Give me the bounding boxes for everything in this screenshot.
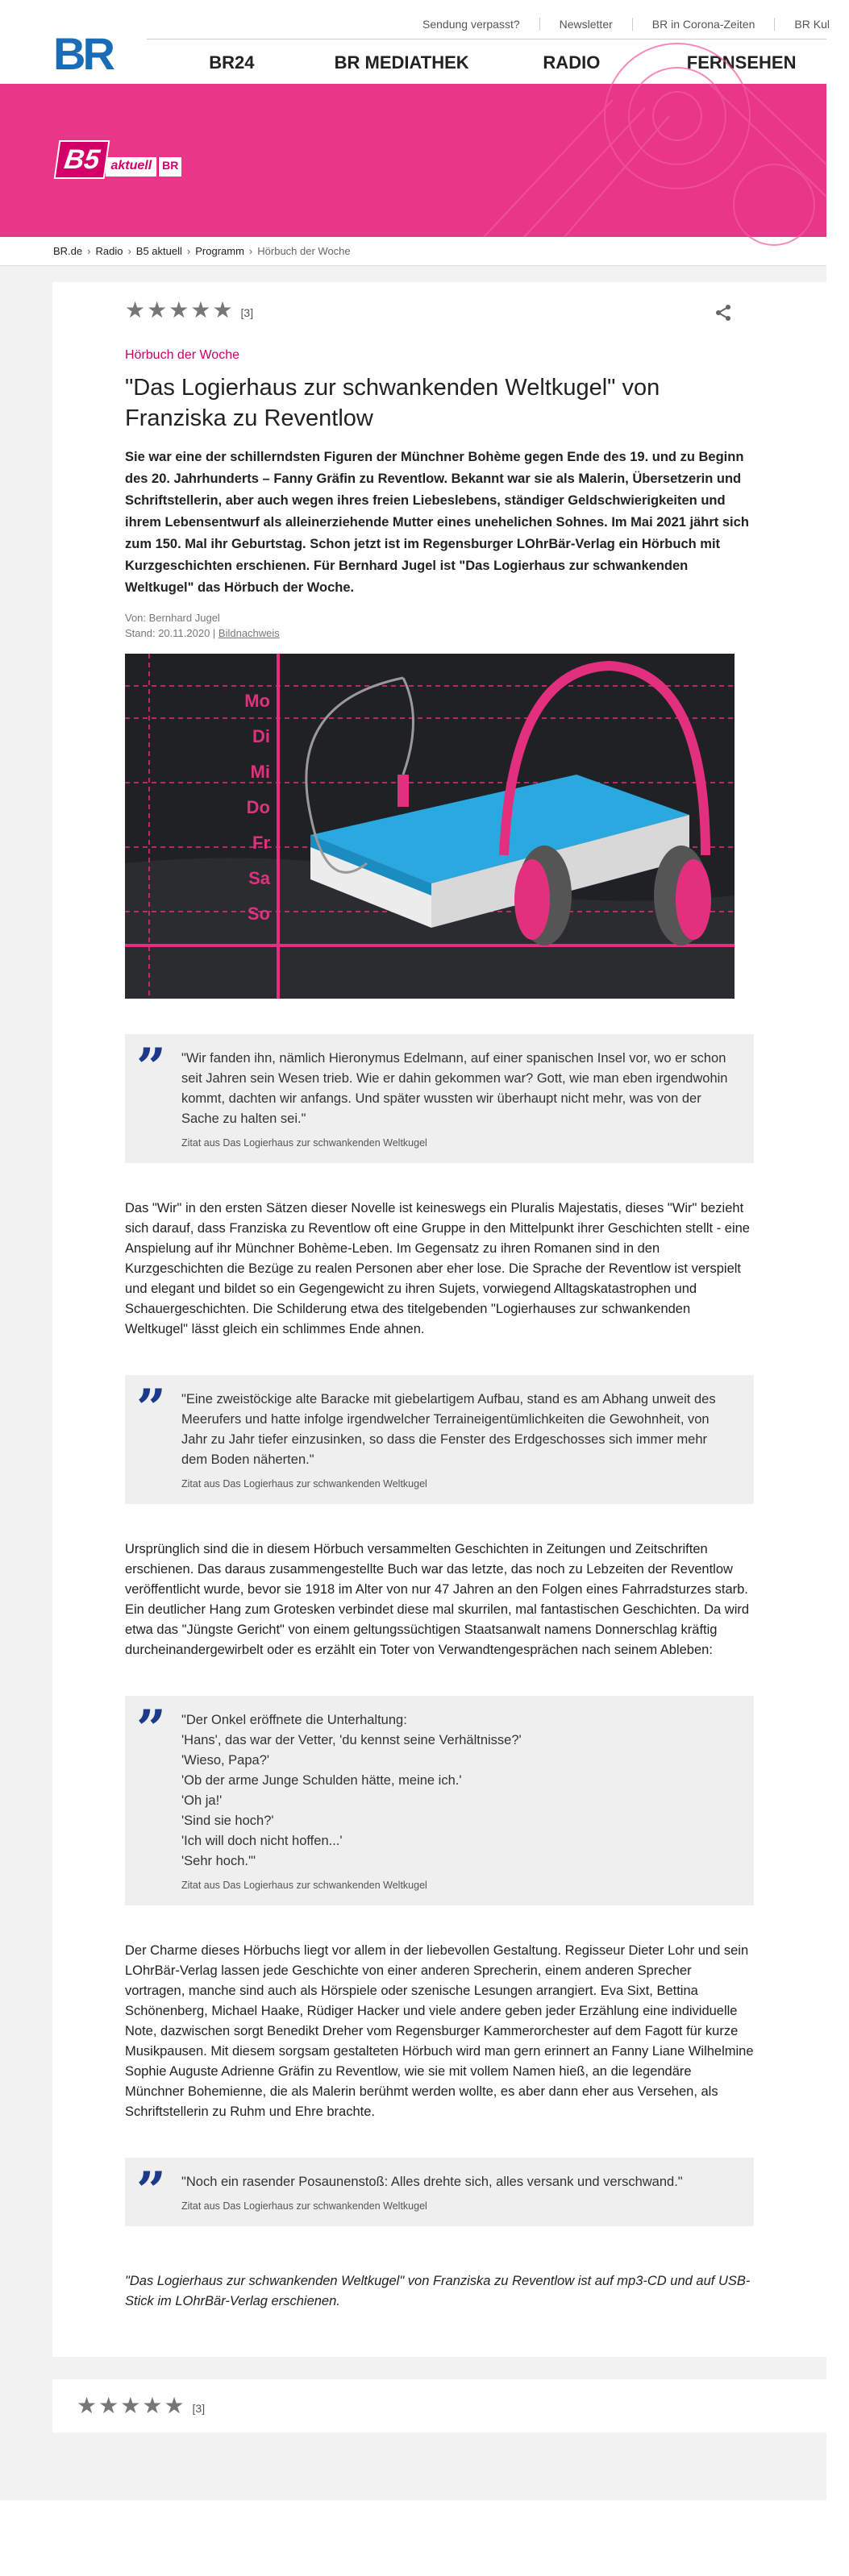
rating-bottom xyxy=(52,2379,826,2433)
quote-line: 'Sind sie hoch?' xyxy=(181,1814,274,1828)
star-icon[interactable]: ★ xyxy=(142,2393,163,2418)
blockquote xyxy=(125,1034,754,1163)
svg-text:BR: BR xyxy=(53,28,112,79)
b5-aktuell-logo[interactable] xyxy=(56,140,181,179)
nav-item-radio[interactable]: RADIO xyxy=(543,52,601,73)
article-kicker: Hörbuch der Woche xyxy=(125,348,239,362)
page-footer-spacer xyxy=(0,2452,826,2500)
breadcrumb-item-brde[interactable]: BR.de xyxy=(53,245,83,257)
quote-text: "Wir fanden ihn, nämlich Hieronymus Edelmann, auf einer spanischen Insel vor, wo er schon seit Jahren sein Wesen trieb. Wie er dahin gekommen war? Gott, wie man eben irgendwohin kommt, dachten wir anfangs. Und später wussten wir überhaupt nicht mehr, was von der Sache zu halten sei." xyxy=(181,1051,728,1126)
breadcrumb-item-b5[interactable]: B5 aktuell xyxy=(135,245,182,257)
meta-link-sendung-verpasst[interactable]: Sendung verpasst? xyxy=(422,18,520,31)
quote-line: 'Oh ja!' xyxy=(181,1793,223,1808)
star-rating[interactable] xyxy=(77,2395,185,2417)
article-author: Von: Bernhard Jugel xyxy=(125,612,220,624)
breadcrumb-separator-icon: › xyxy=(127,245,131,257)
day-label-mi: Mi xyxy=(250,762,270,782)
breadcrumb-item-programm[interactable]: Programm xyxy=(195,245,244,257)
star-icon[interactable]: ★ xyxy=(190,297,211,322)
blockquote xyxy=(125,1696,754,1905)
star-icon[interactable]: ★ xyxy=(77,2393,98,2418)
day-label-fr: Fr xyxy=(252,833,270,853)
rating-top xyxy=(125,282,754,327)
quote-line: 'Sehr hoch.'" xyxy=(181,1854,256,1868)
article-meta xyxy=(125,625,754,641)
quote-icon: ” xyxy=(136,1378,166,1439)
breadcrumb-item-current: Hörbuch der Woche xyxy=(257,245,351,257)
day-label-di: Di xyxy=(252,726,270,746)
star-rating[interactable] xyxy=(125,299,233,322)
article xyxy=(52,282,826,2357)
blockquote xyxy=(125,2158,754,2226)
meta-link-corona[interactable]: BR in Corona-Zeiten xyxy=(632,18,775,31)
quote-line: 'Ob der arme Junge Schulden hätte, meine ich.' xyxy=(181,1773,462,1788)
site-header xyxy=(0,0,830,84)
breadcrumb-item-radio[interactable]: Radio xyxy=(95,245,123,257)
quote-text: "Eine zweistöckige alte Baracke mit giebelartigem Aufbau, stand es am Abhang unweit des Meerufers und hatte infolge irgendwelcher Terraineigentümlichkeiten die Gewohnheit, von Jahr zu Jahr tiefer einzusinken, so dass die Fenster des Erdgeschosses sich immer mehr dem Boden näherten." xyxy=(181,1392,716,1467)
star-icon[interactable]: ★ xyxy=(125,297,146,322)
star-icon[interactable]: ★ xyxy=(147,297,168,322)
rating-count: [3] xyxy=(192,2402,206,2415)
star-icon[interactable]: ★ xyxy=(120,2393,141,2418)
day-label-do: Do xyxy=(246,797,270,817)
day-label-mo: Mo xyxy=(244,691,270,711)
headphones-book-illustration xyxy=(125,654,735,999)
breadcrumb xyxy=(0,237,826,266)
breadcrumb-separator-icon: › xyxy=(186,245,191,257)
b5-logo-main: B5 xyxy=(54,140,110,179)
b5-logo-br: BR xyxy=(158,157,181,177)
article-paragraph: Der Charme dieses Hörbuchs liegt vor allem in der liebevollen Gestaltung. Regisseur Dieter Lohr und sein LOhrBär-Verlag lassen jede Geschichte von einer anderen Sprecherin, einem anderen Sprecher vortragen, manche sind auch als Hörspiele oder szenische Lesungen arrangiert. Eva Sixt, Bettina Schönenberg, Michael Haake, Rüdiger Hacker und viele andere geben jeder Erzählung eine individuelle Note, dazwischen sorgt Benedikt Dreher vom Regensburger Kammerorchester auf dem Fagott für kurze Musikpausen. Mit diesem sorgsam gestalteten Hörbuch wird man gern erinnert an Fanny Liane Wilhelmine Sophie Auguste Adrienne Gräfin zu Reventlow, wie sie mit vollem Namen hieß, an die legendäre Münchner Bohemienne, die als Malerin berühmt werden wollte, es aber dann eher aus Versehen, als Schriftstellerin zu Ruhm und Ehre brachte. xyxy=(125,1943,754,2119)
rating-count: [3] xyxy=(240,306,254,319)
quote-icon: ” xyxy=(136,1699,166,1760)
article-paragraph: Das "Wir" in den ersten Sätzen dieser Novelle ist keineswegs ein Pluralis Majestatis, dieses "Wir" bezieht sich darauf, dass Franziska zu Reventlow oft eine Gruppe in den Mittelpunkt ihrer Geschichten stellt - eine Anspielung auf ihr Münchner Bohème-Leben. Im Gegensatz zu ihren Romanen sind in den Kurzgeschichten die Bezüge zu realen Personen aber eher lose. Die Sprache der Reventlow ist verspielt und elegant und bildet so ein Gegengewicht zu ihren Sujets, vorwiegend Alltagskatastrophen und Schauergeschichten. Die Schilderung etwa des titelgebenden "Logierhauses zur schwankenden Weltkugel" lässt gleich ein schlimmes Ende ahnen. xyxy=(125,1201,750,1336)
star-icon[interactable]: ★ xyxy=(212,297,233,322)
quote-line: "Der Onkel eröffnete die Unterhaltung: xyxy=(181,1713,407,1727)
quote-line: 'Ich will doch nicht hoffen...' xyxy=(181,1834,343,1848)
quote-icon: ” xyxy=(136,2161,166,2221)
meta-navigation xyxy=(403,18,849,31)
day-label-sa: Sa xyxy=(248,868,270,888)
day-label-so: So xyxy=(247,904,270,924)
star-icon[interactable]: ★ xyxy=(98,2393,119,2418)
b5-banner xyxy=(0,84,826,237)
star-icon[interactable]: ★ xyxy=(169,297,189,322)
credits-link[interactable]: Bildnachweis xyxy=(218,627,280,639)
quote-source: Zitat aus Das Logierhaus zur schwankenden Weltkugel xyxy=(181,1478,427,1490)
article-date: Stand: 20.11.2020 xyxy=(125,627,210,639)
nav-item-br24[interactable]: BR24 xyxy=(209,52,255,73)
quote-source: Zitat aus Das Logierhaus zur schwankenden Weltkugel xyxy=(181,1137,427,1149)
article-image xyxy=(125,654,735,999)
breadcrumb-separator-icon: › xyxy=(248,245,253,257)
quote-line: 'Hans', das war der Vetter, 'du kennst seine Verhältnisse?' xyxy=(181,1733,522,1747)
article-title: "Das Logierhaus zur schwankenden Weltkugel" von Franziska zu Reventlow xyxy=(125,375,660,431)
quote-source: Zitat aus Das Logierhaus zur schwankenden Weltkugel xyxy=(181,2200,427,2212)
share-icon[interactable] xyxy=(714,303,733,322)
quote-source: Zitat aus Das Logierhaus zur schwankenden Weltkugel xyxy=(181,1880,427,1891)
b5-logo-sub: aktuell xyxy=(106,157,156,177)
article-paragraph: Ursprünglich sind die in diesem Hörbuch versammelten Geschichten in Zeitungen und Zeitschriften erschienen. Das daraus zusammengestellte Buch war das letzte, das noch zu Lebzeiten der Reventlow veröffentlicht wurde, bevor sie 1918 im Alter von nur 47 Jahren an den Folgen eines Fahrradsturzes starb. Ein deutlicher Hang zum Grotesken verbindet diese mal skurrilen, mal fantastischen Geschichten. Da wird etwa das "Jüngste Gericht" von einem geltungssüchtigen Staatsanwalt namens Donnerschlag kräftig durcheinandergewirbelt oder es erzählt ein Toter von Verwandtengesprächen nach seinem Ableben: xyxy=(125,1542,750,1657)
br-logo[interactable] xyxy=(53,28,112,79)
byline-separator: | xyxy=(212,627,218,639)
nav-item-mediathek[interactable]: BR MEDIATHEK xyxy=(334,52,469,73)
breadcrumb-separator-icon: › xyxy=(87,245,91,257)
quote-icon: ” xyxy=(136,1037,166,1098)
meta-link-kultur[interactable]: BR Kul xyxy=(774,18,849,31)
content-area xyxy=(0,266,826,2452)
star-icon[interactable]: ★ xyxy=(164,2393,185,2418)
meta-link-newsletter[interactable]: Newsletter xyxy=(539,18,632,31)
quote-text: "Noch ein rasender Posaunenstoß: Alles drehte sich, alles versank und verschwand." xyxy=(181,2175,683,2189)
article-lead: Sie war eine der schillerndsten Figuren der Münchner Bohème gegen Ende des 19. und zu Beginn des 20. Jahrhunderts – Fanny Gräfin zu Reventlow. Bekannt war sie als Malerin, Übersetzerin und Schriftstellerin, aber auch wegen ihres freien Liebeslebens, ständiger Geldschwierigkeiten und ihrem Lebensentwurf als alleinerziehende Mutter eines unehelichen Sohnes. Im Mai 2021 jährt sich zum 150. Mal ihr Geburtstag. Schon jetzt ist im Regensburger LOhrBär-Verlag ein Hörbuch mit Kurzgeschichten erschienen. Für Bernhard Jugel ist "Das Logierhaus zur schwankenden Weltkugel" das Hörbuch der Woche. xyxy=(125,450,749,595)
quote-line: 'Wieso, Papa?' xyxy=(181,1753,270,1768)
nav-item-fernsehen[interactable]: FERNSEHEN xyxy=(686,52,797,73)
blockquote xyxy=(125,1375,754,1504)
article-closing-note: "Das Logierhaus zur schwankenden Weltkugel" von Franziska zu Reventlow ist auf mp3-CD und auf USB-Stick im LOhrBär-Verlag erschienen. xyxy=(125,2274,751,2308)
article-byline xyxy=(125,610,754,641)
